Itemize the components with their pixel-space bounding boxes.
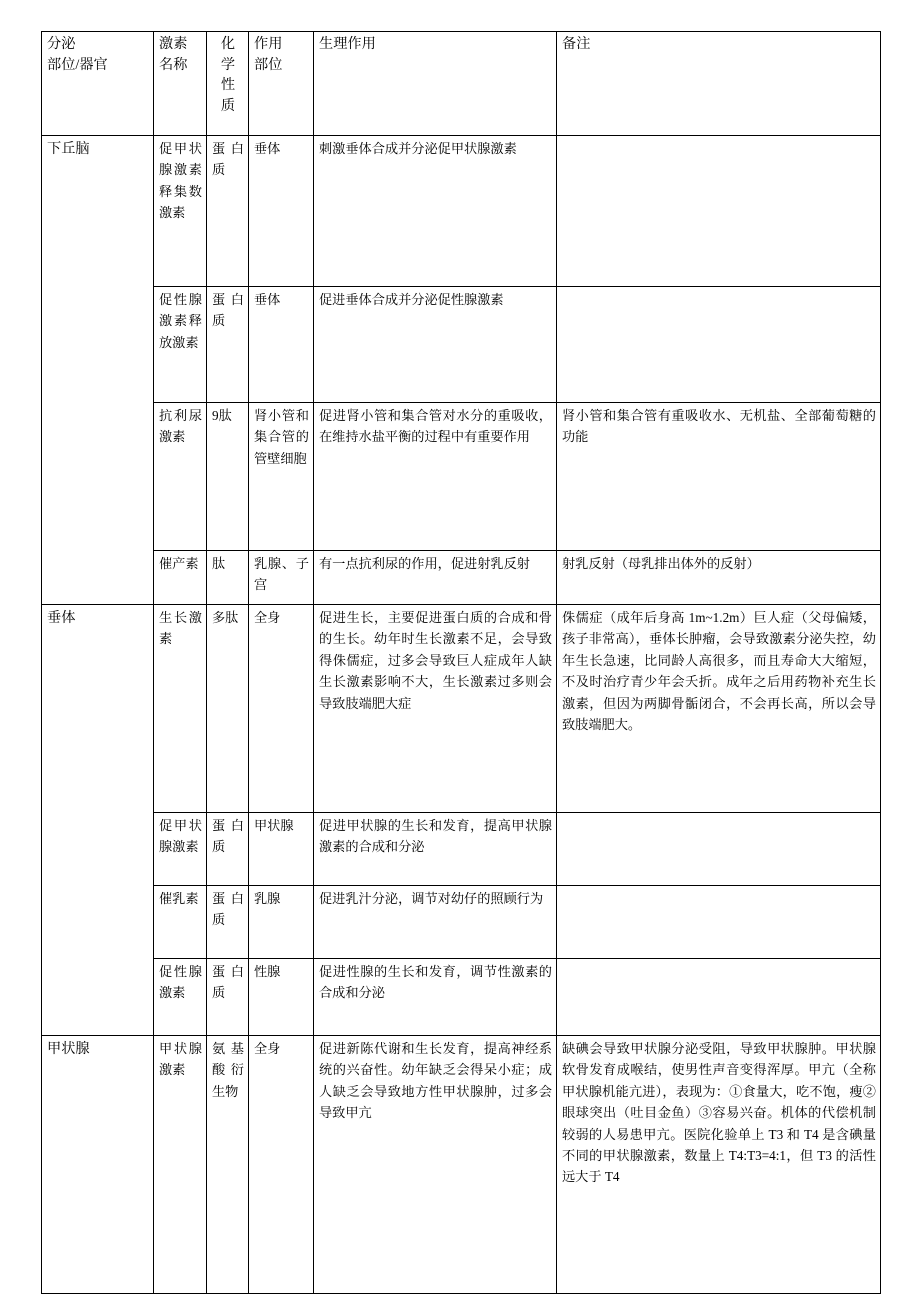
hormone-notes: [557, 287, 881, 403]
hormone-chemistry: 肽: [207, 551, 249, 605]
hormone-chemistry: 多肽: [207, 605, 249, 813]
hormone-name: 促性腺激素释放激素: [154, 287, 207, 403]
hormone-function: 促进性腺的生长和发育，调节性激素的合成和分泌: [314, 959, 557, 1036]
column-header-organ-line1: 分泌: [47, 36, 76, 52]
column-header-chemistry-text: 化 学 性 质: [220, 36, 236, 114]
hormone-name: 甲状腺激素: [154, 1036, 207, 1294]
hormone-function: 刺激垂体合成并分泌促甲状腺激素: [314, 136, 557, 287]
hormone-notes: [557, 136, 881, 287]
table-row: [42, 136, 881, 287]
hormone-name: 促甲状腺激素: [154, 813, 207, 886]
hormone-target-site: 乳腺、子宫: [249, 551, 314, 605]
hormone-chemistry: 氨基酸衍生物: [207, 1036, 249, 1294]
hormone-name: 催产素: [154, 551, 207, 605]
organ-cell-hypothalamus: 下丘脑: [42, 136, 154, 605]
table-row: [42, 551, 881, 605]
table-row: [42, 287, 881, 403]
column-header-site-line1: 作用: [254, 36, 283, 52]
organ-cell-thyroid: 甲状腺: [42, 1036, 154, 1294]
table-row: [42, 959, 881, 1036]
column-header-target-site: [249, 32, 314, 136]
table-row: [42, 886, 881, 959]
table-header: [42, 32, 881, 136]
column-header-function: 生理作用: [314, 32, 557, 136]
hormone-target-site: 性腺: [249, 959, 314, 1036]
hormone-function: 促进垂体合成并分泌促性腺激素: [314, 287, 557, 403]
hormone-function: 有一点抗利尿的作用，促进射乳反射: [314, 551, 557, 605]
header-row: [42, 32, 881, 136]
hormone-target-site: 肾小管和集合管的管壁细胞: [249, 403, 314, 551]
hormone-function: 促进生长，主要促进蛋白质的合成和骨的生长。幼年时生长激素不足，会导致得侏儒症，过多会导致巨人症成年人缺生长激素影响不大，生长激素过多则会导致肢端肥大症: [314, 605, 557, 813]
hormone-chemistry: 蛋白质: [207, 287, 249, 403]
hormone-function: 促进肾小管和集合管对水分的重吸收，在维持水盐平衡的过程中有重要作用: [314, 403, 557, 551]
hormone-target-site: 乳腺: [249, 886, 314, 959]
table-body: [42, 136, 881, 1294]
column-header-organ-line2: 部位/器官: [47, 56, 108, 73]
hormone-name: 抗利尿激素: [154, 403, 207, 551]
hormone-name: 促性腺激素: [154, 959, 207, 1036]
table-row: [42, 605, 881, 813]
hormone-target-site: 全身: [249, 1036, 314, 1294]
hormone-function: 促进乳汁分泌，调节对幼仔的照顾行为: [314, 886, 557, 959]
hormone-name: 生长激素: [154, 605, 207, 813]
hormone-name: 催乳素: [154, 886, 207, 959]
hormone-target-site: 垂体: [249, 287, 314, 403]
hormone-notes: [557, 959, 881, 1036]
hormone-notes: 射乳反射（母乳排出体外的反射）: [557, 551, 881, 605]
hormone-notes: 侏儒症（成年后身高 1m~1.2m）巨人症（父母偏矮，孩子非常高），垂体长肿瘤，会导致激素分泌失控，幼年生长急速，比同龄人高很多，而且寿命大大缩短，不及时治疗青少年会夭折。成年之后用药物补充生长激素，但因为两脚骨骺闭合，不会再长高，所以会导致肢端肥大。: [557, 605, 881, 813]
hormone-chemistry: 蛋白质: [207, 886, 249, 959]
hormone-table: [41, 31, 881, 1294]
hormone-notes: 缺碘会导致甲状腺分泌受阻，导致甲状腺肿。甲状腺软骨发育成喉结，使男性声音变得浑厚。甲亢（全称甲状腺机能亢进），表现为：①食量大，吃不饱，瘦②眼球突出（吐目金鱼）③容易兴奋。机体的代偿机制较弱的人易患甲亢。医院化验单上 T3 和 T4 是含碘量不同的甲状腺激素，数量上 T4:T3=4:1，但 T3 的活性远大于 T4: [557, 1036, 881, 1294]
hormone-chemistry: 蛋白质: [207, 959, 249, 1036]
hormone-notes: 肾小管和集合管有重吸收水、无机盐、全部葡萄糖的功能: [557, 403, 881, 551]
column-header-organ: [42, 32, 154, 136]
hormone-function: 促进新陈代谢和生长发育，提高神经系统的兴奋性。幼年缺乏会得呆小症；成人缺乏会导致地方性甲状腺肿，过多会导致甲亢: [314, 1036, 557, 1294]
column-header-name-line2: 名称: [159, 56, 188, 73]
hormone-target-site: 甲状腺: [249, 813, 314, 886]
table-row: [42, 1036, 881, 1294]
hormone-chemistry: 蛋白质: [207, 813, 249, 886]
hormone-notes: [557, 813, 881, 886]
hormone-chemistry: 9肽: [207, 403, 249, 551]
column-header-hormone-name: [154, 32, 207, 136]
table-row: [42, 403, 881, 551]
hormone-target-site: 全身: [249, 605, 314, 813]
hormone-function: 促进甲状腺的生长和发育，提高甲状腺激素的合成和分泌: [314, 813, 557, 886]
organ-cell-pituitary: 垂体: [42, 605, 154, 1036]
hormone-target-site: 垂体: [249, 136, 314, 287]
column-header-site-line2: 部位: [254, 56, 283, 73]
column-header-notes: 备注: [557, 32, 881, 136]
hormone-chemistry: 蛋白质: [207, 136, 249, 287]
hormone-name: 促甲状腺激素释集数激素: [154, 136, 207, 287]
table-row: [42, 813, 881, 886]
column-header-chemistry: [207, 32, 249, 136]
hormone-notes: [557, 886, 881, 959]
column-header-name-line1: 激素: [159, 36, 188, 52]
